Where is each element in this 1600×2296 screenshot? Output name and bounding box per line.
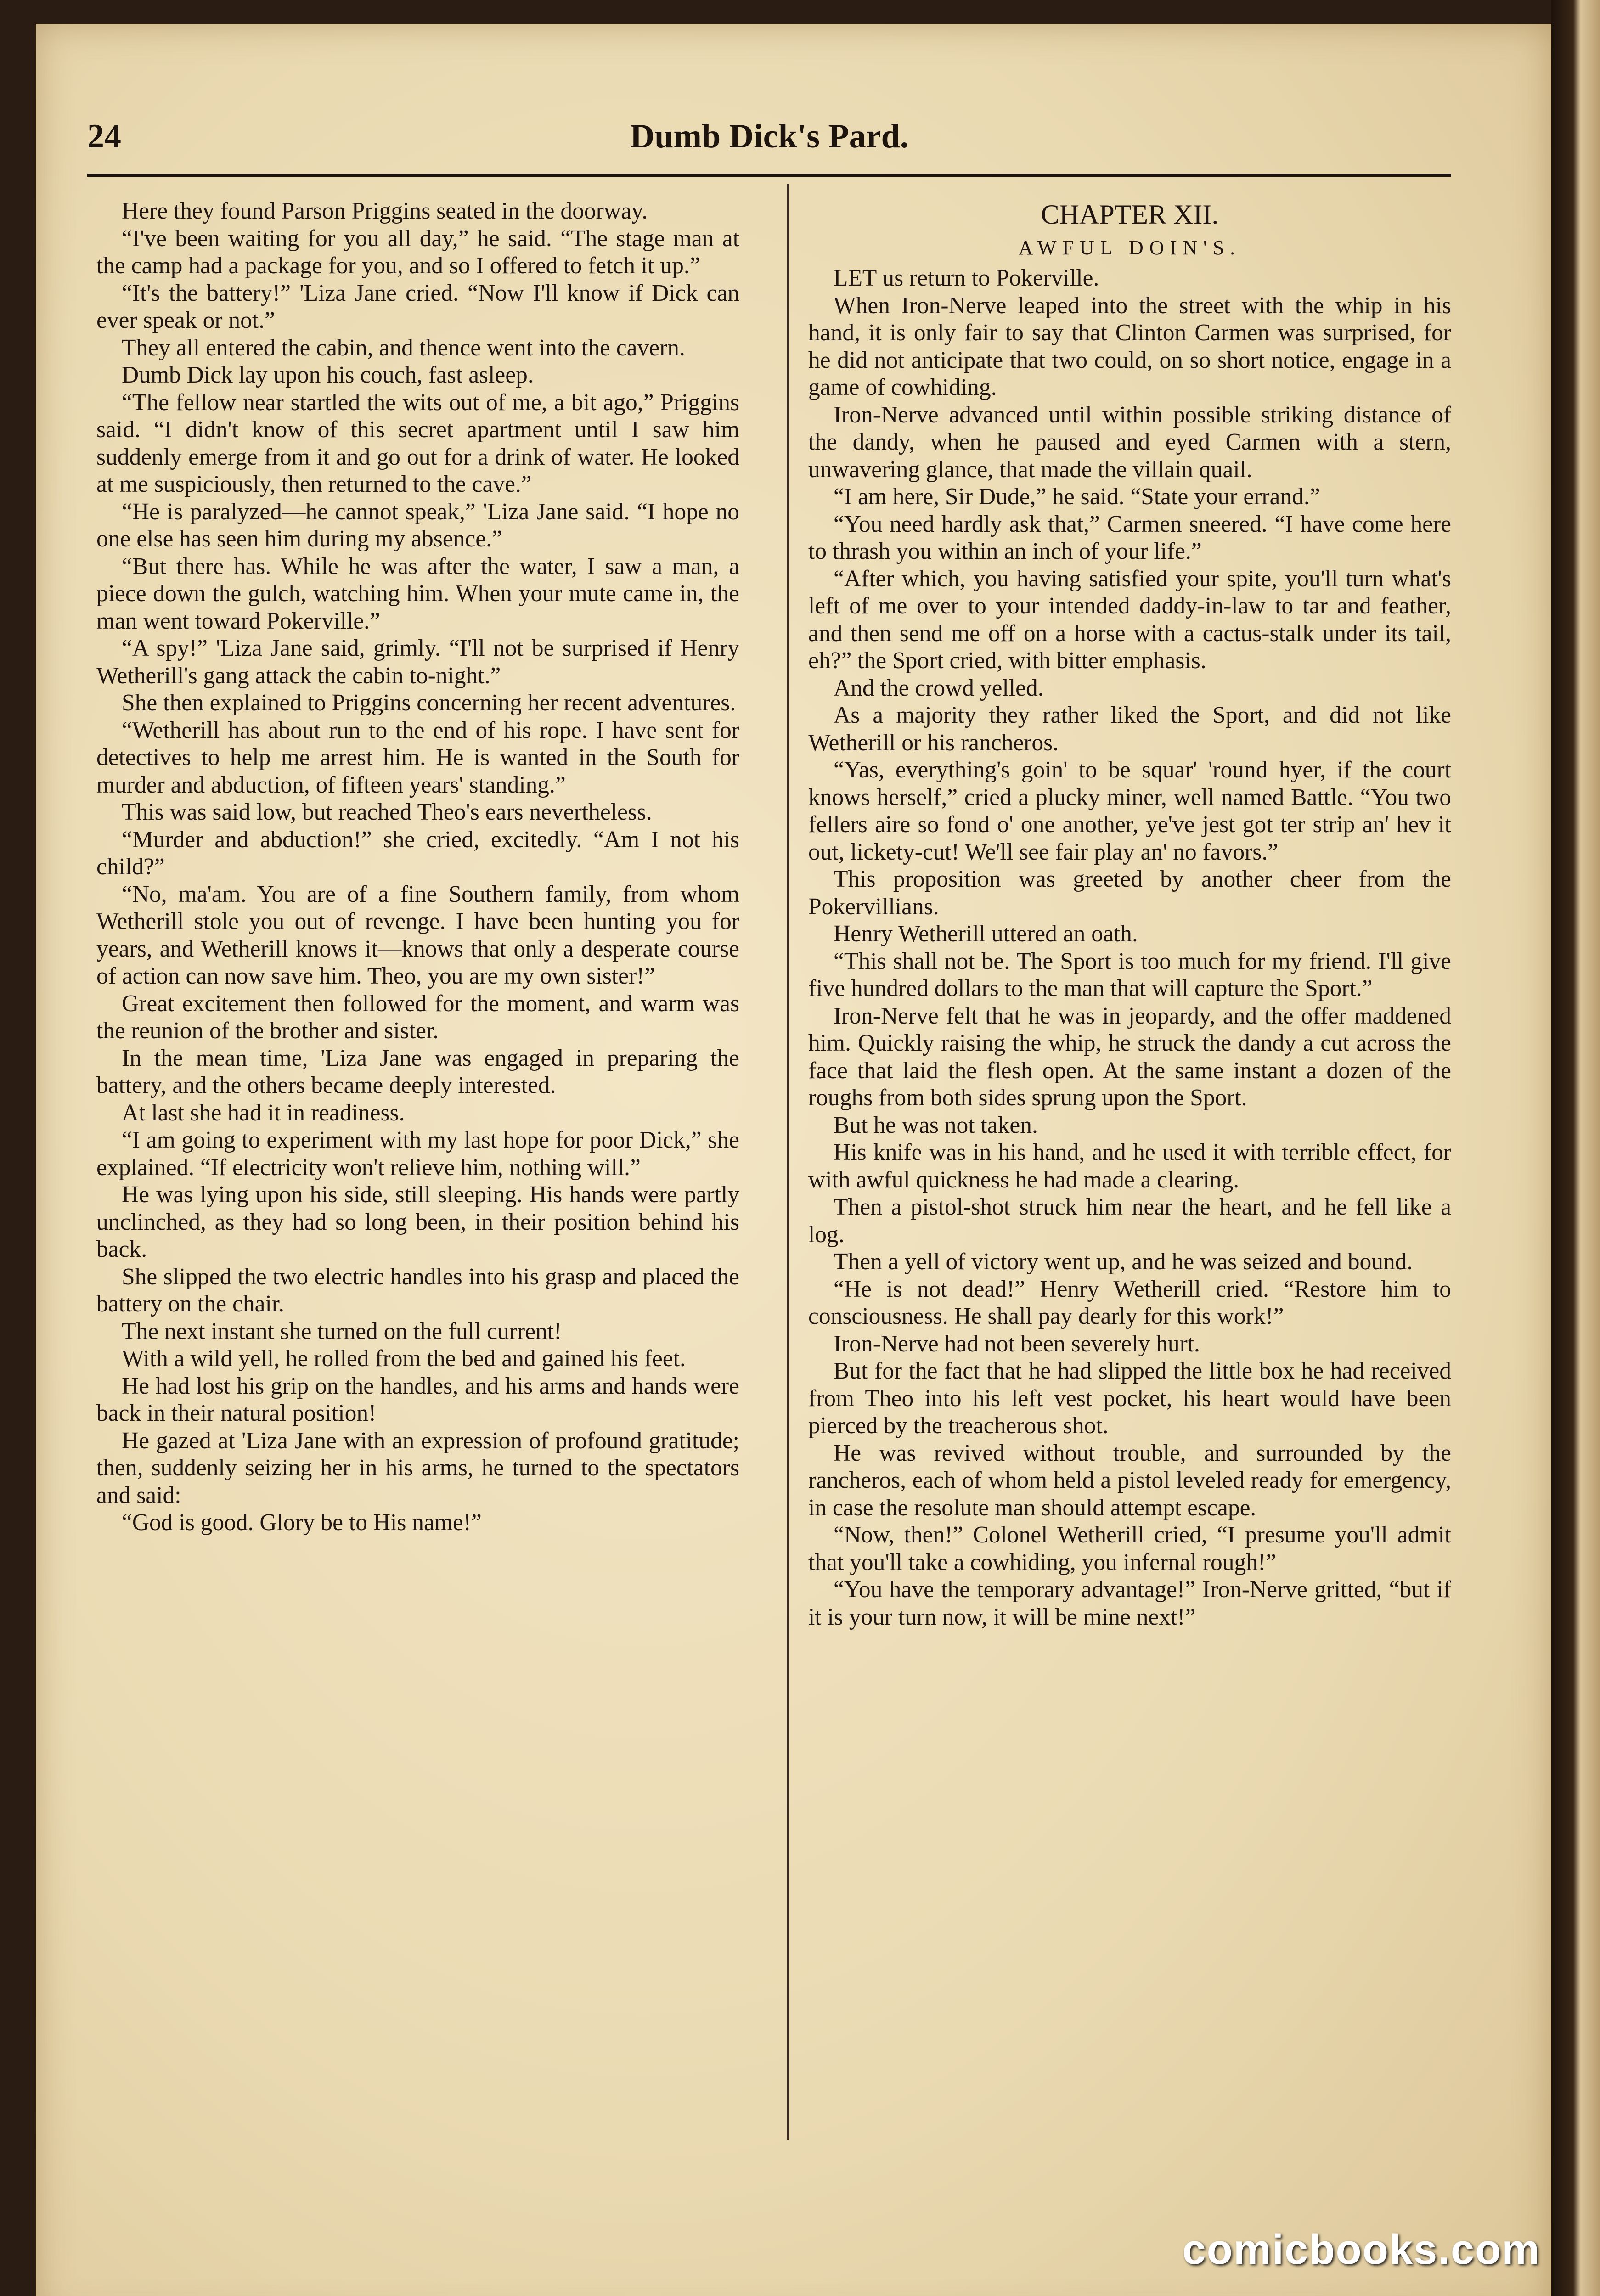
paragraph: “You need hardly ask that,” Carmen sneered. “I have come here to thrash you within an inch of your life.” [808,511,1451,564]
paragraph: When Iron-Nerve leaped into the street with the whip in his hand, it is only fair to say that Clinton Carmen was surprised, for he did not anticipate that two could, on so short notice, engage in a game of cowhiding. [808,292,1451,400]
paragraph: “Murder and abduction!” she cried, excitedly. “Am I not his child?” [96,826,739,880]
paragraph: The next instant she turned on the full current! [122,1318,562,1345]
paragraph: She then explained to Priggins concerning her recent adventures. [122,690,736,716]
paragraph: Great excitement then followed for the moment, and warm was the reunion of the brother and sister. [96,990,739,1044]
paragraph: This was said low, but reached Theo's ears nevertheless. [122,799,652,825]
paragraph: With a wild yell, he rolled from the bed and gained his feet. [122,1345,686,1372]
paragraph: She slipped the two electric handles into his grasp and placed the battery on the chair. [96,1263,739,1317]
page-number: 24 [87,118,121,155]
paragraph: “This shall not be. The Sport is too much for my friend. I'll give five hundred dollars to the man that will capture the Sport.” [808,948,1451,1002]
paragraph: As a majority they rather liked the Sport, and did not like Wetherill or his rancheros. [808,702,1451,756]
paragraph: But he was not taken. [834,1112,1038,1138]
header-rule [87,174,1451,177]
paragraph: He was lying upon his side, still sleeping. His hands were partly unclinched, as they had so long been, in their position behind his back. [96,1182,739,1262]
watermark-logo: comicbooks.com [1182,2226,1540,2273]
paragraph: Iron-Nerve felt that he was in jeopardy, and the offer maddened him. Quickly raising the whip, he struck the dandy a cut across the face that laid the flesh open. At the same instant a dozen of the roughs from both sides sprung upon the Sport. [808,1002,1451,1111]
paragraph: Then a yell of victory went up, and he was seized and bound. [834,1249,1413,1275]
binding-edge [1551,0,1600,2296]
chapter-title: AWFUL DOIN'S. [1018,236,1241,259]
paragraph: But for the fact that he had slipped the little box he had received from Theo into his left vest pocket, his heart would have been pierced by the treacherous shot. [808,1358,1451,1439]
paragraph: “After which, you having satisfied your spite, you'll turn what's left of me over to your intended daddy-in-law to tar and feather, and then send me off on a horse with a cactus-stalk under its tail, eh?” the Sport cried, with bitter emphasis. [808,565,1451,674]
paragraph: “Wetherill has about run to the end of his rope. I have sent for detectives to help me arrest him. He is wanted in the South for murder and abduction, of fifteen years' standing.” [96,717,739,798]
paragraph: “The fellow near startled the wits out of me, a bit ago,” Priggins said. “I didn't know of this secret apartment until I saw him suddenly emerge from it and go out for a drink of water. He looked at me suspiciously, then returned to the cave.” [96,389,739,497]
paragraph: “No, ma'am. You are of a fine Southern family, from whom Wetherill stole you out of revenge. I have been hunting you for years, and Wetherill knows it—knows that only a desperate course of action can now save him. Theo, you are my own sister!” [96,881,739,989]
paragraph: “I've been waiting for you all day,” he said. “The stage man at the camp had a package for you, and so I offered to fetch it up.” [96,225,739,279]
paragraph: “It's the battery!” 'Liza Jane cried. “Now I'll know if Dick can ever speak or not.” [96,280,739,333]
paragraph: And the crowd yelled. [834,675,1044,701]
paragraph: They all entered the cabin, and thence went into the cavern. [122,334,685,361]
paragraph: Then a pistol-shot struck him near the heart, and he fell like a log. [808,1194,1451,1248]
paragraph: He gazed at 'Liza Jane with an expression of profound gratitude; then, suddenly seizing her in his arms, he turned to the spectators and said: [96,1427,739,1508]
paragraph: “But there has. While he was after the water, I saw a man, a piece down the gulch, watching him. When your mute came in, the man went toward Pokerville.” [96,553,739,634]
paragraph: Iron-Nerve had not been severely hurt. [834,1330,1200,1357]
paragraph: “Yas, everything's goin' to be squar' 'round hyer, if the court knows herself,” cried a plucky miner, well named Battle. “You two fellers aire so fond o' one another, ye've jest got ter strip an' hev it out, lickety-cut! We'll see fair play an' no favors.” [808,757,1451,865]
paragraph: “Now, then!” Colonel Wetherill cried, “I presume you'll admit that you'll take a cowhiding, you infernal rough!” [808,1522,1451,1576]
running-title: Dumb Dick's Pard. [630,118,909,155]
paragraph: “I am going to experiment with my last hope for poor Dick,” she explained. “If electricity won't relieve him, nothing will.” [96,1127,739,1181]
paragraph: This proposition was greeted by another cheer from the Pokervillians. [808,866,1451,920]
paragraph: Dumb Dick lay upon his couch, fast asleep. [122,362,534,388]
page-header [87,117,1451,172]
paragraph: “A spy!” 'Liza Jane said, grimly. “I'll not be surprised if Henry Wetherill's gang attack the cabin to-night.” [96,635,739,689]
paragraph: Iron-Nerve advanced until within possible striking distance of the dandy, when he paused and eyed Carmen with a stern, unwavering glance, that made the villain quail. [808,401,1451,483]
paragraph: Here they found Parson Priggins seated in the doorway. [122,198,648,224]
paragraph: His knife was in his hand, and he used it with terrible effect, for with awful quickness he had made a clearing. [808,1139,1451,1193]
paragraph: Henry Wetherill uttered an oath. [834,921,1138,947]
paragraph: LET us return to Pokerville. [834,265,1099,291]
paragraph: At last she had it in readiness. [122,1099,405,1126]
paragraph: “He is not dead!” Henry Wetherill cried. “Restore him to consciousness. He shall pay dearly for this work!” [808,1276,1451,1329]
column-divider [787,184,789,2140]
paragraph: “He is paralyzed—he cannot speak,” 'Liza Jane said. “I hope no one else has seen him during my absence.” [96,498,739,552]
paragraph: “You have the temporary advantage!” Iron-Nerve gritted, “but if it is your turn now, it will be mine next!” [808,1576,1451,1630]
paragraph: He had lost his grip on the handles, and his arms and hands were back in their natural position! [96,1373,739,1426]
right-column [808,197,1451,2172]
chapter-heading: CHAPTER XII. [1041,199,1219,230]
left-column [96,197,739,2172]
paragraph: “God is good. Glory be to His name!” [122,1509,482,1536]
paragraph: In the mean time, 'Liza Jane was engaged in preparing the battery, and the others became deeply interested. [96,1045,739,1098]
paragraph: “I am here, Sir Dude,” he said. “State your errand.” [834,484,1320,510]
paragraph: He was revived without trouble, and surrounded by the rancheros, each of whom held a pistol leveled ready for emergency, in case the resolute man should attempt escape. [808,1440,1451,1521]
